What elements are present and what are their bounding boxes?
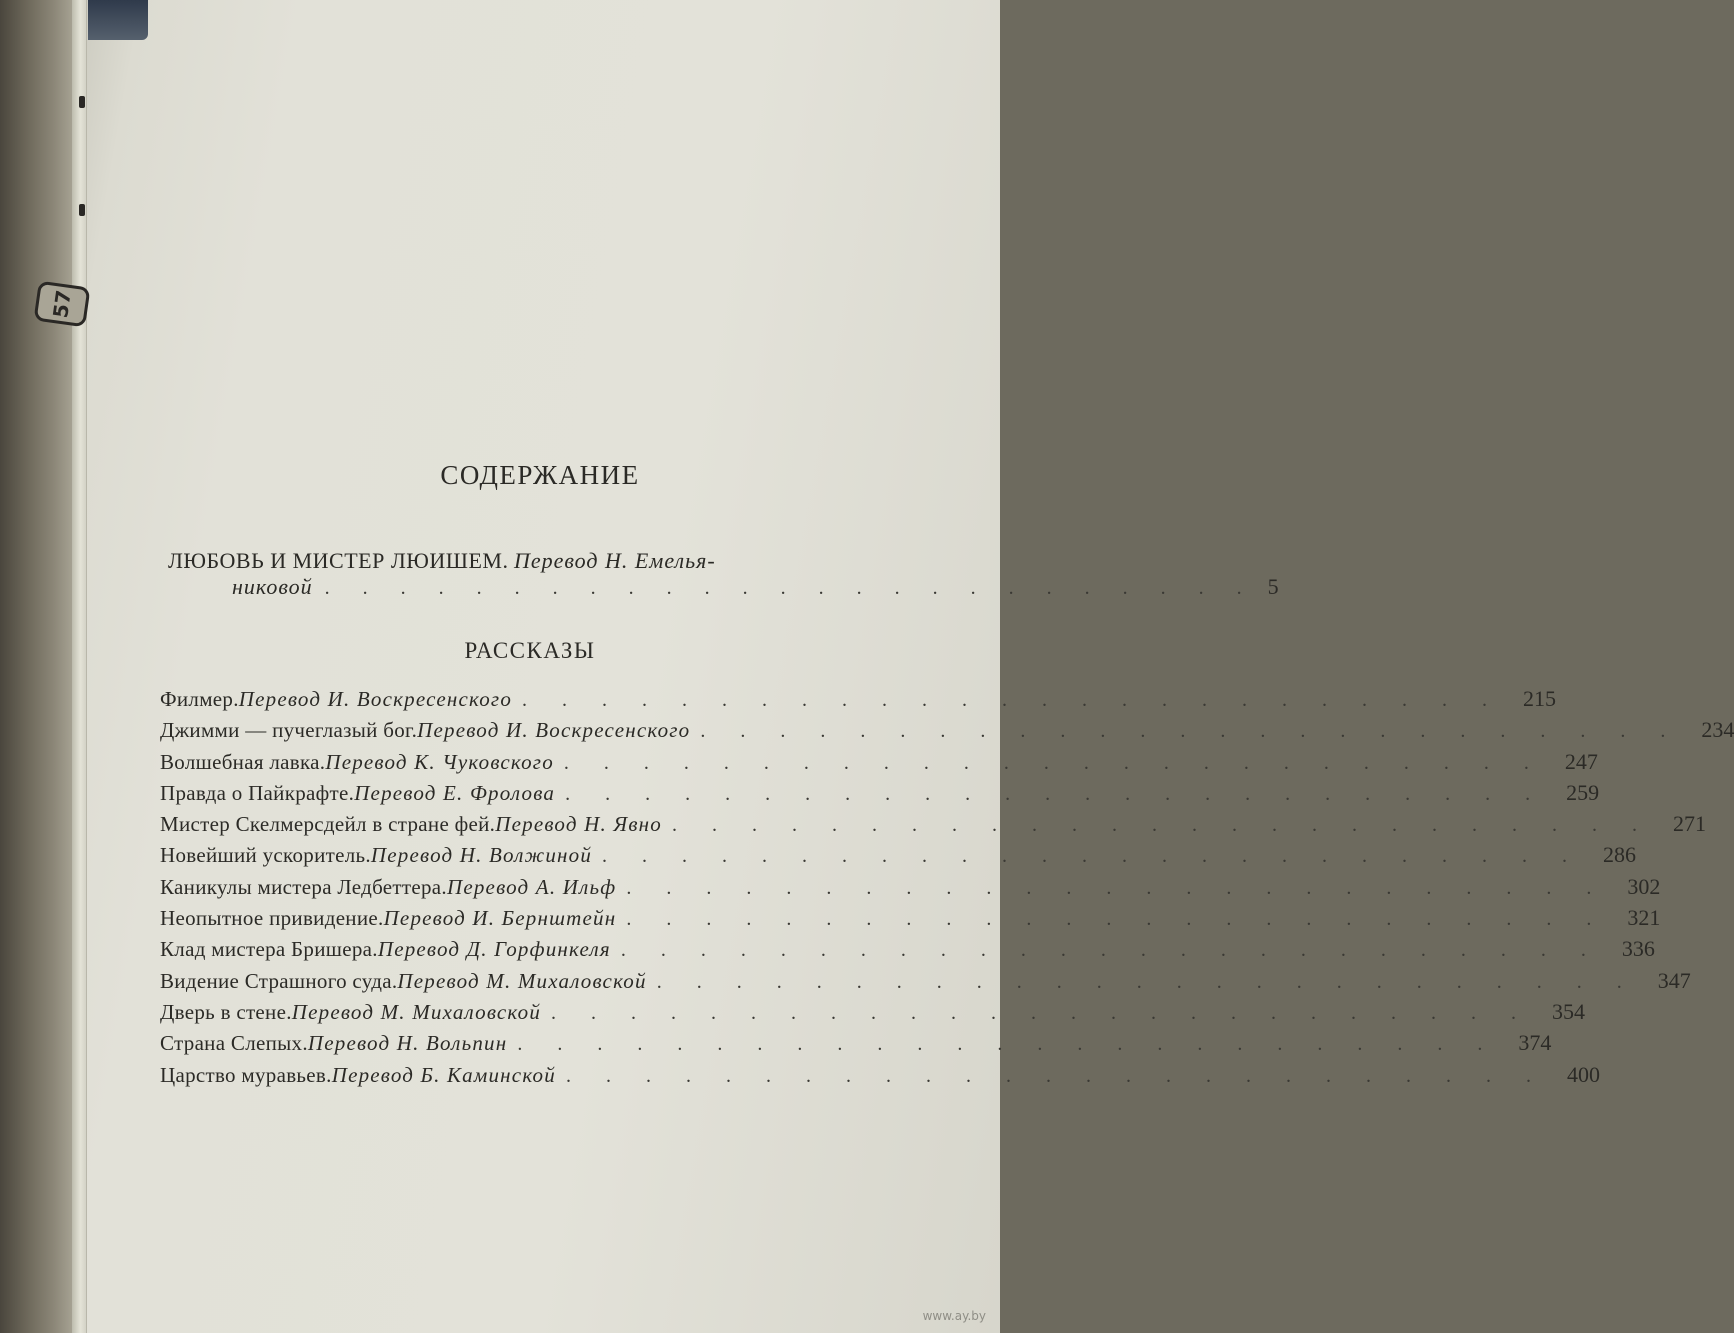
cover-edge bbox=[88, 0, 148, 40]
library-stamp-text: 57 bbox=[48, 288, 76, 320]
leader-dots: . . . . . . . . . . . . . . . . . . . . . . . . . bbox=[324, 577, 1256, 599]
leader-dots: . . . . . . . . . . . . . . . . . . . . . . . . . bbox=[517, 1033, 1498, 1056]
story-title: Джимми — пучеглазый бог. bbox=[160, 718, 418, 743]
novel-title: ЛЮБОВЬ И МИСТЕР ЛЮИШЕМ. bbox=[168, 548, 509, 573]
story-page-number: 259 bbox=[1566, 779, 1600, 805]
toc-entry bbox=[160, 873, 1661, 905]
toc-entry bbox=[160, 1030, 1552, 1061]
leader-dots: . . . . . . . . . . . . . . . . . . . . . . . . . bbox=[522, 689, 1503, 711]
leader-dots: . . . . . . . . . . . . . . . . . . . . . . . . . bbox=[565, 1064, 1546, 1087]
novel-translator-part1: Перевод Н. Емелья- bbox=[513, 548, 716, 573]
story-translator: Перевод К. Чуковского bbox=[325, 749, 554, 774]
story-page-number: 271 bbox=[1673, 811, 1706, 837]
story-title: Мистер Скелмерсдейл в стране фей. bbox=[160, 812, 496, 837]
story-title: Царство муравьев. bbox=[160, 1062, 332, 1087]
story-translator: Перевод А. Ильф bbox=[446, 874, 617, 899]
story-translator: Перевод И. Бернштейн bbox=[383, 906, 617, 931]
story-translator: Перевод Н. Вольпин bbox=[307, 1031, 508, 1056]
toc-entry bbox=[160, 936, 1655, 967]
toc-entry bbox=[160, 779, 1600, 811]
story-page-number: 354 bbox=[1552, 998, 1586, 1024]
toc-entry bbox=[160, 842, 1637, 873]
leader-dots: . . . . . . . . . . . . . . . . . . . . . . . . . bbox=[626, 876, 1607, 899]
story-title: Правда о Пайкрафте. bbox=[160, 780, 355, 805]
toc-entry bbox=[160, 1061, 1600, 1093]
story-page-number: 321 bbox=[1627, 905, 1661, 931]
story-title: Волшебная лавка. bbox=[160, 749, 326, 774]
leader-dots: . . . . . . . . . . . . . . . . . . . . . . . . . bbox=[656, 970, 1637, 993]
library-stamp bbox=[33, 281, 90, 328]
story-translator: Перевод Е. Фролова bbox=[354, 780, 556, 805]
story-page-number: 234 bbox=[1701, 717, 1734, 743]
page-spine-fold bbox=[72, 0, 87, 1333]
leader-dots: . . . . . . . . . . . . . . . . . . . . . . . . . bbox=[672, 814, 1652, 837]
binding-stitch bbox=[79, 96, 85, 108]
leader-dots: . . . . . . . . . . . . . . . . . . . . . . . . . bbox=[626, 908, 1607, 931]
story-page-number: 215 bbox=[1523, 686, 1557, 711]
contents-heading: СОДЕРЖАНИЕ bbox=[440, 460, 640, 490]
book-page bbox=[72, 0, 1000, 1333]
story-translator: Перевод Б. Каминской bbox=[331, 1062, 556, 1087]
story-page-number: 286 bbox=[1603, 842, 1637, 868]
story-title: Клад мистера Бришера. bbox=[160, 937, 378, 962]
toc-entry bbox=[160, 686, 1557, 717]
leader-dots: . . . . . . . . . . . . . . . . . . . . . . . . . bbox=[565, 782, 1546, 805]
leader-dots: . . . . . . . . . . . . . . . . . . . . . . . . . bbox=[700, 720, 1681, 743]
story-translator: Перевод М. Михаловской bbox=[397, 968, 647, 993]
story-title: Новейший ускоритель. bbox=[160, 843, 371, 868]
story-page-number: 374 bbox=[1518, 1030, 1552, 1056]
story-page-number: 347 bbox=[1657, 967, 1691, 993]
binding-stitch bbox=[79, 204, 85, 216]
novel-page-number: 5 bbox=[1267, 574, 1279, 599]
story-title: Видение Страшного суда. bbox=[160, 968, 398, 993]
stories-section-heading: РАССКАЗЫ bbox=[464, 638, 596, 663]
toc-entry bbox=[160, 998, 1586, 1030]
toc-entry bbox=[160, 905, 1661, 936]
leader-dots: . . . . . . . . . . . . . . . . . . . . . . . . . bbox=[602, 845, 1583, 868]
story-page-number: 247 bbox=[1564, 748, 1598, 774]
story-title: Дверь в стене. bbox=[160, 999, 292, 1024]
site-watermark: www.ay.by bbox=[922, 1309, 986, 1323]
leader-dots: . . . . . . . . . . . . . . . . . . . . . . . . . bbox=[551, 1001, 1532, 1024]
leader-dots: . . . . . . . . . . . . . . . . . . . . . . . . . bbox=[620, 939, 1601, 962]
story-translator: Перевод И. Воскресенского bbox=[417, 718, 691, 743]
story-translator: Перевод Н. Явно bbox=[495, 812, 662, 837]
story-translator: Перевод Н. Волжиной bbox=[370, 843, 593, 868]
story-page-number: 336 bbox=[1621, 936, 1655, 962]
novel-entry bbox=[168, 548, 868, 574]
story-page-number: 302 bbox=[1627, 873, 1661, 899]
book-binding bbox=[0, 0, 72, 1333]
story-title: Неопытное привидение. bbox=[160, 906, 384, 931]
stories-toc bbox=[160, 686, 1734, 1093]
toc-entry bbox=[160, 811, 1706, 842]
toc-entry bbox=[160, 748, 1598, 780]
toc-entry bbox=[160, 967, 1691, 999]
story-title: Филмер. bbox=[160, 687, 239, 711]
story-translator: Перевод Д. Горфинкеля bbox=[377, 937, 611, 962]
novel-translator-part2: никовой bbox=[232, 574, 313, 599]
toc-entry bbox=[160, 717, 1734, 748]
novel-entry-continued bbox=[232, 574, 1279, 604]
story-title: Каникулы мистера Ледбеттера. bbox=[160, 874, 447, 899]
story-title: Страна Слепых. bbox=[160, 1031, 308, 1056]
leader-dots: . . . . . . . . . . . . . . . . . . . . . . . . . bbox=[563, 751, 1544, 774]
story-translator: Перевод М. Михаловской bbox=[291, 999, 542, 1024]
story-page-number: 400 bbox=[1566, 1061, 1600, 1087]
story-translator: Перевод И. Воскресенского bbox=[238, 687, 513, 711]
